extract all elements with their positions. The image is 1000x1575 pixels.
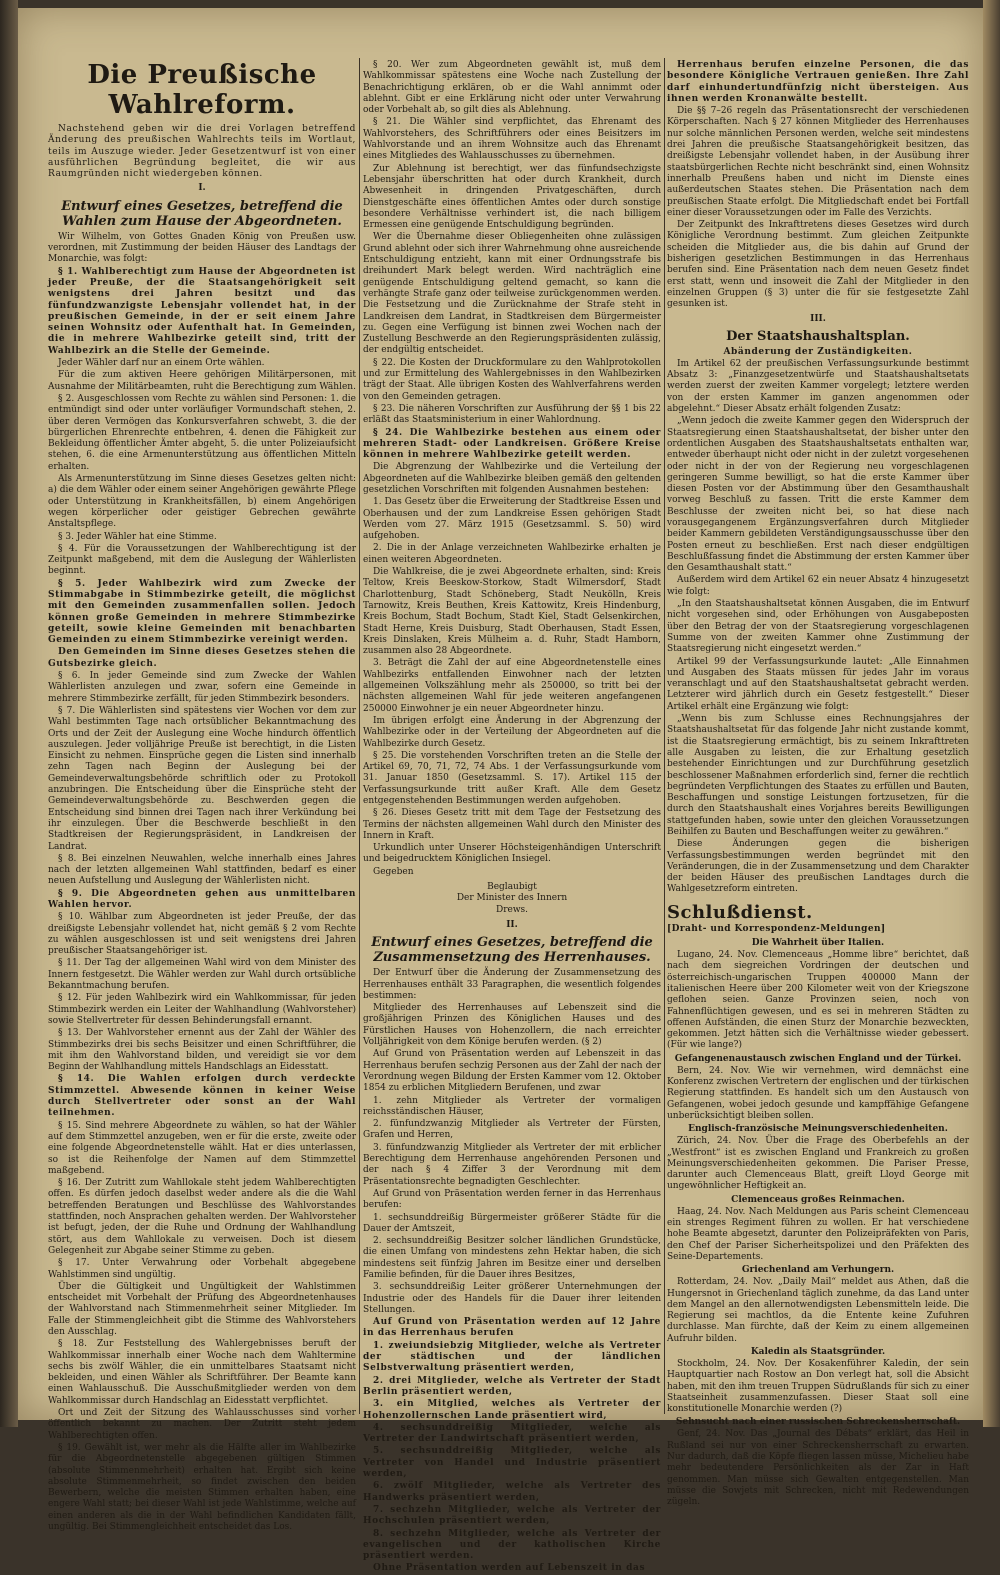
news-item-heading: Griechenland am Verhungern.: [741, 1265, 895, 1276]
section-numeral: I.: [198, 183, 206, 194]
news-item-heading: Sehnsucht nach einer russischen Schreckensherrschaft.: [675, 1417, 961, 1428]
body-paragraph: § 7. Die Wählerlisten sind spätestens vier Wochen vor dem zur Wahl bestimmten Tage nach ortsüblicher Bekanntmachung des Orts und der Zeit der Auslegung eine Woche hindurch öffentlich auszulegen. Jeder volljährige Preuße ist berechtigt, in die Listen Einsicht zu nehmen. Einsprüche gegen die Listen sind innerhalb zehn Tagen nach Beginn der Auslegung bei der Gemeindeverwaltungsbehörde schriftlich oder zu Protokoll anzubringen. Die Entscheidung über die Einsprüche steht der Gemeindeverwaltungsbehörde zu. Beschwerden gegen die Entscheidung sind binnen drei Tagen nach ihrer Verkündung bei ihr einzulegen. Über die Beschwerde beschließt in den Stadtkreisen der Regierungspräsident, in Landkreisen der Landrat.: [48, 705, 356, 852]
news-item-heading: Kaledin als Staatsgründer.: [750, 1346, 886, 1357]
body-paragraph: § 10. Wählbar zum Abgeordneten ist jeder Preuße, der das dreißigste Lebensjahr vollendet hat, nicht gemäß § 2 vom Rechte zu wählen ausgeschlossen ist und seit wenigstens drei Jahren preußischer Staatsangehöriger ist.: [48, 912, 356, 957]
section-heading: Entwurf eines Gesetzes, betreffend die Zusammensetzung des Herrenhauses.: [371, 935, 653, 966]
body-paragraph: § 15. Sind mehrere Abgeordnete zu wählen, so hat der Wähler auf dem Stimmzettel anzugeben, wen er für die erste, zweite oder eine folgende Abgeordnetenstelle wählt. Hat er dies unterlassen, so ist die Reihenfolge der Namen auf dem Stimmzettel maßgebend.: [48, 1120, 356, 1176]
column-body: [48, 232, 356, 1534]
body-paragraph: Der Zeitpunkt des Inkrafttretens dieses Gesetzes wird durch Königliche Verordnung bestimmt. Zum gleichen Zeitpunkte scheiden die Mitglieder aus, die bis dahin auf Grund der bisherigen gesetzlichen Bestimmungen in das Herrenhaus berufen sind. Eine Präsentation nach dem neuen Gesetz findet erst statt, wenn und insoweit die Zahl der Mitglieder in den einzelnen Gruppen (§ 3) unter die für sie festgesetzte Zahl gesunken ist.: [667, 220, 969, 310]
news-item-text: Genf, 24. Nov. Das „Journal des Débats“ erklärt, das Heil in Rußland sei nur von einer Schreckensherrschaft zu erwarten. Nur dadurch, daß die Köpfe fliegen lassen müsse, Michelieu habe mehr bedeutendere Persönlichkeiten als der Zar in Haft genommen. Man müsse sich Gewalten entgegenstellen. Man müsse die Sowjets mit Schrecken, nicht mit Redewendungen zügeln.: [667, 1429, 969, 1508]
body-paragraph: Zur Ablehnung ist berechtigt, wer das fünfundsechzigste Lebensjahr überschritten hat oder durch Krankheit, durch Abwesenheit in dringenden Privatgeschäften, durch Dienstgeschäfte eines öffentlichen Amtes oder durch sonstige besondere Verhältnisse verhindert ist, die nach billigem Ermessen eine genügende Entschuldigung begründen.: [363, 163, 661, 231]
section-heading: Entwurf eines Gesetzes, betreffend die Wahlen zum Hause der Abgeordneten.: [61, 198, 343, 229]
news-item-heading: Gefangenenaustausch zwischen England und der Türkei.: [674, 1053, 962, 1064]
column-3: [667, 60, 970, 1508]
body-paragraph: § 17. Unter Verwahrung oder Vorbehalt abgegebene Wahlstimmen sind ungültig.: [48, 1258, 356, 1280]
body-paragraph: Diese Änderungen gegen die bisherigen Verfassungsbestimmungen werden begründet mit den Veränderungen, die in der Zusammensetzung und dem Charakter der beiden Häuser des preußischen Landtages durch die Wahlgesetzreform eintreten.: [667, 839, 969, 895]
section-subheading: Abänderung der Zuständigkeiten.: [723, 346, 913, 357]
body-paragraph: § 5. Jeder Wahlbezirk wird zum Zwecke der Stimmabgabe in Stimmbezirke geteilt, die möglichst mit den Gemeinden zusammenfallen sollen. Jedoch können große Gemeinden in mehrere Stimmbezirke geteilt, sowie kleine Gemeinden mit benachbarten Gemeinden zu einem Stimmbezirke vereinigt werden.: [48, 578, 356, 646]
body-paragraph: 3. ein Mitglied, welches als Vertreter der Hohenzollernschen Lande präsentiert wird,: [363, 1399, 661, 1421]
body-paragraph: 5. sechsunddreißig Mitglieder, welche als Vertreter von Handel und Industrie präsentiert werden,: [363, 1446, 661, 1480]
intro-paragraph: Nachstehend geben wir die drei Vorlagen betreffend Änderung des preußischen Wahlrechts teils im Wortlaut, teils im Auszuge wieder. Jeder Gesetzentwurf ist von einer ausführlichen Begründung begleitet, die wir aus Raumgründen nicht wiedergeben können.: [48, 124, 356, 180]
body-paragraph: § 18. Zur Feststellung des Wahlergebnisses beruft der Wahlkommissar innerhalb einer Woche nach dem Wahltermine sechs bis zwölf Wähler, die ein unmittelbares Staatsamt nicht bekleiden, und einen Wähler als Schriftführer. Der Beamte kann einen Wahlausschuß. Die Ausschußmitglieder werden von dem Wahlkommissar durch Handschlag an Eidesstatt verpflichtet.: [48, 1339, 356, 1406]
body-paragraph: Die Wahlkreise, die je zwei Abgeordnete erhalten, sind: Kreis Teltow, Kreis Beeskow-Storkow, Stadt Wilmersdorf, Stadt Charlottenburg, Stadt Schöneberg, Stadt Neukölln, Kreis Tarnowitz, Kreis Beuthen, Kreis Kattowitz, Kreis Hindenburg, Kreis Bochum, Stadt Bochum, Stadt Kiel, Stadt Gelsenkirchen, Stadt Herne, Kreis Duisburg, Stadt Oberhausen, Stadt Essen, Kreis Dinslaken, Kreis Mülheim a. d. Ruhr, Stadt Hamborn, zusammen also 28 Abgeordnete.: [363, 567, 661, 657]
body-paragraph: Außerdem wird dem Artikel 62 ein neuer Absatz 4 hinzugesetzt wie folgt:: [667, 575, 969, 597]
body-paragraph: § 9. Die Abgeordneten gehen aus unmittelbaren Wahlen hervor.: [48, 888, 356, 910]
body-paragraph: 2. drei Mitglieder, welche als Vertreter der Stadt Berlin präsentiert werden,: [363, 1375, 661, 1397]
body-paragraph: 6. zwölf Mitglieder, welche als Vertreter des Handwerks präsentiert werden,: [363, 1481, 661, 1503]
body-paragraph: Gegeben: [373, 866, 414, 877]
body-paragraph: Den Gemeinden im Sinne dieses Gesetzes stehen die Gutsbezirke gleich.: [48, 647, 356, 669]
column-body: [667, 60, 969, 311]
body-paragraph: „In den Staatshaushaltsetat können Ausgaben, die im Entwurf nicht vorgesehen sind, oder Erhöhungen von Ausgabeposten über den Betrag der von der Staatsregierung vorgeschlagenen Summe von der zweiten Kammer ohne Zustimmung der Staatsregierung nicht eingesetzt werden.“: [667, 599, 969, 655]
news-item-text: Stockholm, 24. Nov. Der Kosakenführer Kaledin, der sein Hauptquartier nach Rostow an Don verlegt hat, soll die Absicht haben, mit den ihm treuen Truppen Südrußlands für sich zu einer Staatseinheit zusammenzufassen. Dieser Staat soll eine konstitutionelle Monarchie werden (?): [667, 1358, 969, 1415]
column-body: [363, 60, 661, 878]
page-gutter-left: [0, 0, 18, 1427]
body-paragraph: Auf Grund von Präsentation werden auf 12 Jahre in das Herrenhaus berufen: [363, 1317, 661, 1339]
body-paragraph: 2. fünfundzwanzig Mitglieder als Vertreter der Fürsten, Grafen und Herren,: [363, 1119, 661, 1141]
body-paragraph: § 22. Die Kosten der Druckformulare zu den Wahlprotokollen und zur Ermittelung des Wahlergebnisses in den Wahlbezirken trägt der Staat. Alle übrigen Kosten des Wahlverfahrens werden von den Gemeinden getragen.: [363, 357, 661, 402]
body-paragraph: Die §§ 7–26 regeln das Präsentationsrecht der verschiedenen Körperschaften. Nach § 27 können Mitglieder des Herrenhauses nur solche männlichen Personen werden, welche seit mindestens drei Jahren die preußische Staatsangehörigkeit besitzen, das dreißigste Lebensjahr vollendet haben, in der Ausübung ihrer staatsbürgerlichen Rechte nicht beschränkt sind, einen Wohnsitz innerhalb Preußens haben und nicht im Dienste eines außerdeutschen Staates stehen. Die Präsentation nach dem preußischen Staate erfolgt. Die Mitgliedschaft endet bei Fortfall einer dieser Voraussetzungen oder im Falle des Verzichts.: [667, 106, 969, 218]
body-paragraph: § 12. Für jeden Wahlbezirk wird ein Wahlkommissar, für jeden Stimmbezirk werden ein Leiter der Wahlhandlung (Wahlvorsteher) sowie Stellvertreter für dessen Behinderungsfall ernannt.: [48, 993, 356, 1026]
body-paragraph: Jeder Wähler darf nur an einem Orte wählen.: [58, 358, 265, 369]
body-paragraph: § 3. Jeder Wähler hat eine Stimme.: [58, 531, 217, 542]
body-paragraph: § 2. Ausgeschlossen vom Rechte zu wählen sind Personen: 1. die entmündigt sind oder unter vorläufiger Vormundschaft stehen, 2. über deren Vermögen das Konkursverfahren schwebt, 3. die der bürgerlichen Ehrenrechte entbehren, 4. denen die Fähigkeit zur Bekleidung öffentlicher Ämter abgeht, 5. die unter Polizeiaufsicht stehen, 6. die eine Armenunterstützung aus öffentlichen Mitteln erhalten.: [48, 393, 356, 472]
column-1: [48, 60, 356, 1533]
news-item-text: Zürich, 24. Nov. Über die Frage des Oberbefehls an der „Westfront“ ist es zwischen England und Frankreich zu großen Meinungsverschiedenheiten gekommen. Die Pariser Presse, darunter auch Clemenceaus Blatt, greift Lloyd George mit ungewöhnlicher Heftigkeit an.: [667, 1136, 969, 1192]
body-paragraph: § 6. In jeder Gemeinde sind zum Zwecke der Wahlen Wählerlisten anzulegen und zwar, sofern eine Gemeinde in mehrere Stimmbezirke zerfällt, für jeden Stimmbezirk besonders.: [48, 671, 356, 704]
body-paragraph: Wer die Übernahme dieser Obliegenheiten ohne zulässigen Grund ablehnt oder sich ihrer Wahrnehmung ohne ausreichende Entschuldigung entzieht, kann mit einer Ordnungsstrafe bis dreihundert Mark belegt werden. Wird nachträglich eine genügende Entschuldigung geltend gemacht, so kann die verhängte Strafe ganz oder teilweise zurückgenommen werden. Die Festsetzung und die Zurücknahme der Strafe steht in Landkreisen dem Landrat, in Stadtkreisen dem Bürgermeister zu. Gegen eine Verfügung ist binnen zwei Wochen nach der Zustellung Beschwerde an den Regierungspräsidenten zulässig, der endgültig entscheidet.: [363, 232, 661, 356]
body-paragraph: § 21. Die Wähler sind verpflichtet, das Ehrenamt des Wahlvorstehers, des Schriftführers oder eines Beisitzers im Wahlvorstande und an ihrem Wohnsitze auch das Ehrenamt eines Mitgliedes des Wahlausschusses zu übernehmen.: [363, 117, 661, 162]
body-paragraph: § 8. Bei einzelnen Neuwahlen, welche innerhalb eines Jahres nach der letzten allgemeinen Wahl stattfinden, bedarf es einer neuen Aufstellung und Auslegung der Wählerlisten nicht.: [48, 853, 356, 887]
news-item-text: Bern, 24. Nov. Wie wir vernehmen, wird demnächst eine Konferenz zwischen Vertretern der englischen und der türkischen Regierung stattfinden. Es handelt sich um den Austausch von Gefangenen, wobei jedoch gesunde und kampffähige Gefangene unberücksichtigt bleiben sollen.: [667, 1065, 970, 1121]
body-paragraph: § 25. Die vorstehenden Vorschriften treten an die Stelle der Artikel 69, 70, 71, 72, 74 Abs. 1 der Verfassungsurkunde vom 31. Januar 1850 (Gesetzsamml. S. 17). Artikel 115 der Verfassungsurkunde tritt außer Kraft. Alle dem Gesetz entgegenstehenden Bestimmungen werden aufgehoben.: [363, 750, 661, 806]
body-paragraph: § 16. Der Zutritt zum Wahllokale steht jedem Wahlberechtigten offen. Es dürfen jedoch daselbst weder andere als die die Wahl betreffenden Beratungen und Beschlüsse des Wahlvorstandes stattfinden, noch Ansprachen gehalten werden. Der Wahlvorsteher ist befugt, jeden, der die Ruhe und Ordnung der Wahlhandlung stört, aus dem Wahllokale zu verweisen. Doch ist diesem Gelegenheit zur Abgabe seiner Stimme zu geben.: [48, 1178, 356, 1256]
news-item-heading: Die Wahrheit über Italien.: [751, 938, 885, 949]
news-section-subtitle: [Draht- und Korrespondenz-Meldungen]: [667, 923, 886, 934]
body-paragraph: Im übrigen erfolgt eine Änderung in der Abgrenzung der Wahlbezirke oder in der Verteilung der Abgeordneten auf die Wahlbezirke durch Gesetz.: [363, 715, 661, 749]
body-paragraph: § 14. Die Wahlen erfolgen durch verdeckte Stimmzettel. Abwesende können in keiner Weise durch Stellvertreter oder sonst an der Wahl teilnehmen.: [48, 1074, 356, 1119]
section-numeral: II.: [506, 919, 518, 930]
body-paragraph: Mitglieder des Herrenhauses auf Lebenszeit sind die großjährigen Prinzen des Königlichen Hauses und des Fürstlichen Hauses von Hohenzollern, die nach erreichter Volljährigkeit von dem Könige berufen werden. (§ 2): [363, 1003, 661, 1048]
body-paragraph: Im Artikel 62 der preußischen Verfassungsurkunde bestimmt Absatz 3: „Finanzgesetzentwürfe und Staatshaushaltsetats werden zuerst der zweiten Kammer vorgelegt; letztere werden von der ersten Kammer im ganzen angenommen oder abgelehnt.“ Dieser Absatz erhält folgenden Zusatz:: [667, 358, 969, 415]
body-paragraph: Ohne Präsentation werden auf Lebenszeit in das: [373, 1563, 646, 1574]
body-paragraph: Urkundlich unter Unserer Höchsteigenhändigen Unterschrift und beigedrucktem Königlichen Insiegel.: [363, 843, 661, 865]
body-paragraph: 3. sechsunddreißig Leiter größerer Unternehmungen der Industrie oder des Handels für die Dauer ihrer leitenden Stellungen.: [363, 1282, 661, 1315]
body-paragraph: Herrenhaus berufen einzelne Personen, die das besondere Königliche Vertrauen genießen. Ihre Zahl darf einhundertundfünfzig nicht übersteigen. Aus ihnen werden Kronanwälte bestellt.: [667, 60, 969, 104]
news-section-title: Schlußdienst.: [667, 901, 813, 923]
body-paragraph: 1. zweiundsiebzig Mitglieder, welche als Vertreter der städtischen und der ländlichen Selbstverwaltung präsentiert werden,: [363, 1340, 661, 1374]
news-item-heading: Clemenceaus großes Reinmachen.: [731, 1194, 905, 1205]
news-item-text: Rotterdam, 24. Nov. „Daily Mail“ meldet aus Athen, daß die Hungersnot in Griechenland täglich zunehme, da das Land unter dem Mangel an den allernotwendigsten Lebensmitteln leide. Die Regierung sei machtlos, da die Entente keine Zufuhren durchlasse. Man fürchte, daß der Keim zu einem allgemeinen Aufruhr bilden.: [667, 1277, 969, 1344]
body-paragraph: § 19. Gewählt ist, wer mehr als die Hälfte aller im Wahlbezirke für die Abgeordnetenstelle abgegebenen gültigen Stimmen (absolute Stimmenmehrheit) erhalten hat. Ergibt sich keine absolute Stimmenmehrheit, so findet zwischen den beiden Bewerbern, welche die meisten Stimmen erhalten haben, eine engere Wahl statt; bei dieser Wahl ist jede Wahlstimme, welche auf einen anderen als die in der Wahl befindlichen Kandidaten fällt, ungültig. Bei Stimmengleichheit entscheidet das Los.: [48, 1442, 356, 1533]
news-item-heading: Englisch-französische Meinungsverschiedenheiten.: [688, 1124, 948, 1135]
body-paragraph: 3. fünfundzwanzig Mitglieder als Vertreter der mit erblicher Berechtigung dem Herrenhause angehörenden Personen und der nach § 4 Ziffer 3 der Verordnung mit dem Präsentationsrechte begnadigten Geschlechter.: [363, 1142, 661, 1187]
column-2: [363, 60, 661, 1574]
main-headline: Die Preußische Wahlreform.: [87, 60, 317, 120]
body-paragraph: Wir Wilhelm, von Gottes Gnaden König von Preußen usw. verordnen, mit Zustimmung der beiden Häuser des Landtags der Monarchie, was folgt:: [48, 231, 356, 265]
body-paragraph: Der Entwurf über die Änderung der Zusammensetzung des Herrenhauses enthält 33 Paragraphen, die wesentlich folgendes bestimmen:: [363, 968, 661, 1001]
news-list: [667, 938, 969, 1508]
body-paragraph: § 11. Der Tag der allgemeinen Wahl wird von dem Minister des Innern festgesetzt. Die Wähler werden zur Wahl durch ortsübliche Bekanntmachung berufen.: [48, 958, 356, 992]
body-paragraph: „Wenn bis zum Schlusse eines Rechnungsjahres der Staatshaushaltsetat für das folgende Jahr nicht zustande kommt, ist die Staatsregierung ermächtigt, bis zu seinem Inkrafttreten alle Ausgaben zu leisten, die zur Erhaltung gesetzlich bestehender Einrichtungen und zur Durchführung gesetzlich beschlossener Maßnahmen erforderlich sind, ferner die rechtlich begründeten Verpflichtungen des Staates zu erfüllen und Bauten, Beschaffungen und sonstige Leistungen fortzusetzen, für die durch den Staatshaushalt eines Vorjahres bereits Bewilligungen stattgefunden haben, sowie unter den gleichen Voraussetzungen Beihilfen zu Bauten und Beschaffungen weiter zu gewähren.“: [667, 714, 969, 837]
body-paragraph: 1. sechsunddreißig Bürgermeister größerer Städte für die Dauer der Amtszeit,: [363, 1212, 661, 1234]
body-paragraph: § 4. Für die Voraussetzungen der Wahlberechtigung ist der Zeitpunkt maßgebend, mit dem die Auslegung der Wählerlisten beginnt.: [48, 543, 356, 577]
body-paragraph: 3. Beträgt die Zahl der auf eine Abgeordnetenstelle eines Wahlbezirks entfallenden Einwohner nach der letzten allgemeinen Volkszählung mehr als 250000, so tritt bei der nächsten allgemeinen Wahl für jede weiteren angefangenen 250000 Einwohner je ein neuer Abgeordneter hinzu.: [363, 658, 661, 714]
section-numeral: III.: [810, 313, 826, 324]
page-gutter-right: [983, 0, 1000, 1427]
body-paragraph: § 24. Die Wahlbezirke bestehen aus einem oder mehreren Stadt- oder Landkreisen. Größere Kreise können in mehrere Wahlbezirke geteilt werden.: [363, 427, 661, 461]
body-paragraph: § 23. Die näheren Vorschriften zur Ausführung der §§ 1 bis 22 erläßt das Staatsministerium in einer Wahlordnung.: [363, 403, 661, 426]
newspaper-page: [18, 8, 983, 1574]
body-paragraph: 1. zehn Mitglieder als Vertreter der vormaligen reichsständischen Häuser,: [363, 1095, 661, 1117]
body-paragraph: Für die zum aktiven Heere gehörigen Militärpersonen, mit Ausnahme der Militärbeamten, ruht die Berechtigung zum Wählen.: [48, 370, 356, 392]
body-paragraph: Ort und Zeit der Sitzung des Wahlausschusses sind vorher öffentlich bekannt zu machen. Der Zutritt steht jedem Wahlberechtigten offen.: [48, 1408, 356, 1441]
body-paragraph: Die Abgrenzung der Wahlbezirke und die Verteilung der Abgeordneten auf die Wahlbezirke bleiben gemäß den geltenden gesetzlichen Vorschriften mit folgenden Ausnahmen bestehen:: [363, 462, 661, 495]
body-paragraph: Auf Grund von Präsentation werden ferner in das Herrenhaus berufen:: [363, 1188, 661, 1211]
section-heading: Der Staatshaushaltsplan.: [726, 328, 910, 344]
body-paragraph: 1. Das Gesetz über die Erweiterung der Stadtkreise Essen und Oberhausen und der zum Landkreise Essen gehörigen Stadt Werden vom 27. März 1915 (Gesetzsamml. S. 50) wird aufgehoben.: [363, 497, 661, 542]
body-paragraph: 2. sechsunddreißig Besitzer solcher ländlichen Grundstücke, die einen Umfang von mindestens zehn Hektar haben, die sich mindestens seit fünfzig Jahren im Besitze einer und derselben Familie befinden, für die Dauer ihres Besitzes,: [363, 1236, 661, 1280]
news-item-text: Haag, 24. Nov. Nach Meldungen aus Paris scheint Clemenceau ein strenges Regiment führen zu wollen. Er hat verschiedene hohe Beamte abgesetzt, darunter den Polizeipräfekten von Paris, den Chef der Pariser Sicherheitspolizei und den Präfekten des Seine-Departements.: [667, 1206, 969, 1262]
body-paragraph: § 1. Wahlberechtigt zum Hause der Abgeordneten ist jeder Preuße, der die Staatsangehörigkeit seit wenigstens drei Jahren besitzt und das fünfundzwanzigste Lebensjahr vollendet hat, in der preußischen Gemeinde, in der er seit einem Jahre seinen Wohnsitz oder Aufenthalt hat. In Gemeinden, die in mehrere Wahlbezirke geteilt sind, tritt der Wahlbezirk an die Stelle der Gemeinde.: [48, 266, 356, 356]
body-paragraph: „Wenn jedoch die zweite Kammer gegen den Widerspruch der Staatsregierung einen Staatshaushaltsetat, der bisher unter den ordentlichen Ausgaben des Staatshaushaltsetats enthalten war, entweder überhaupt nicht oder nicht in der zuletzt vorgesehenen oder nicht in der von der Regierung neu vorgeschlagenen geringeren Summe bewilligt, so hat die erste Kammer über diesen Posten vor der Abstimmung über den Gesamthaushalt vorweg Beschluß zu fassen. Tritt die erste Kammer dem Beschlusse der zweiten nicht bei, so hat diese nach vorausgegangenem Ergänzungsverfahren durch Mitglieder beider Kammern gebildeten Verständigungsausschusse über den Posten erneut zu beschließen. Erst nach dieser endgültigen Beschlußfassung findet die Abstimmung der ersten Kammer über den Gesamthaushalt statt.“: [667, 416, 969, 574]
news-item-text: Lugano, 24. Nov. Clemenceaus „Homme libre“ berichtet, daß nach dem siegreichen Vordringen der deutschen und österreichisch-ungarischen Truppen 400000 Mann der italienischen Heere über 200 Kilometer weit von der Kriegszone geflohen seien. Ganze Provinzen seien, noch von Fahnenflüchtigen gewesen, und es sei in mehreren Städten zu offenen Aufständen, die einen Sturz der Monarchie bezweckten, gekommen. Jetzt hätten sich die Verhältnisse wieder gebessert. (Für wie lange?): [667, 950, 969, 1051]
body-paragraph: 7. sechzehn Mitglieder, welche als Vertreter der Hochschulen präsentiert werden,: [363, 1504, 661, 1527]
body-paragraph: § 13. Der Wahlvorsteher ernennt aus der Zahl der Wähler des Stimmbezirks drei bis sechs Beisitzer und einen Schriftführer, die mit ihm den Wahlvorstand bilden, und vereidigt sie vor dem Beginn der Wahlhandlung mittels Handschlags an Eidesstatt.: [48, 1028, 356, 1073]
body-paragraph: Auf Grund von Präsentation werden auf Lebenszeit in das Herrenhaus berufen sechzig Personen aus der Zahl der nach der Verordnung wegen Bildung der Ersten Kammer vom 12. Oktober 1854 zu erblichen Mitgliedern Berufenen, und zwar: [363, 1049, 661, 1094]
column-rule: [664, 58, 665, 1414]
body-paragraph: Als Armenunterstützung im Sinne dieses Gesetzes gelten nicht: a) die dem Wähler oder einem seiner Angehörigen gewährte Pflege oder Unterstützung in Krankheitsfällen, b) einem Angehörigen wegen körperlicher oder geistiger Gebrechen gewährte Anstaltspflege.: [48, 474, 356, 530]
body-paragraph: Artikel 99 der Verfassungsurkunde lautet: „Alle Einnahmen und Ausgaben des Staats müssen für jedes Jahr im voraus veranschlagt und auf den Staatshaushaltsetat gebracht werden. Letzterer wird jährlich durch ein Gesetz festgestellt.“ Dieser Artikel erhält eine Ergänzung wie folgt:: [667, 656, 969, 712]
signature-block: Beglaubigt Der Minister des Innern Drews.: [456, 882, 568, 915]
body-paragraph: 4. sechsunddreißig Mitglieder, welche als Vertreter der Landwirtschaft präsentiert werden,: [363, 1422, 661, 1445]
body-paragraph: § 20. Wer zum Abgeordneten gewählt ist, muß dem Wahlkommissar spätestens eine Woche nach Zustellung der Benachrichtigung erklären, ob er die Wahl annimmt oder ablehnt. Gibt er eine Erklärung nicht oder unter Verwahrung oder Vorbehalt ab, so gilt dies als Ablehnung.: [363, 60, 661, 116]
body-paragraph: Über die Gültigkeit und Ungültigkeit der Wahlstimmen entscheidet mit Vorbehalt der Prüfung des Abgeordnetenhauses der Wahlvorstand nach Stimmenmehrheit seiner Mitglieder. Im Falle der Stimmengleichheit gibt die Stimme des Wahlvorstehers den Ausschlag.: [48, 1281, 356, 1337]
column-rule: [359, 58, 360, 1414]
column-body: [667, 359, 969, 896]
body-paragraph: § 26. Dieses Gesetz tritt mit dem Tage der Festsetzung des Termins der nächsten allgemeinen Wahl durch den Minister des Innern in Kraft.: [363, 808, 661, 841]
column-body: [363, 968, 661, 1574]
body-paragraph: 8. sechzehn Mitglieder, welche als Vertreter der evangelischen und der katholischen Kirche präsentiert werden.: [363, 1528, 661, 1562]
body-paragraph: 2. Die in der Anlage verzeichneten Wahlbezirke erhalten je einen weiteren Abgeordneten.: [363, 543, 661, 565]
